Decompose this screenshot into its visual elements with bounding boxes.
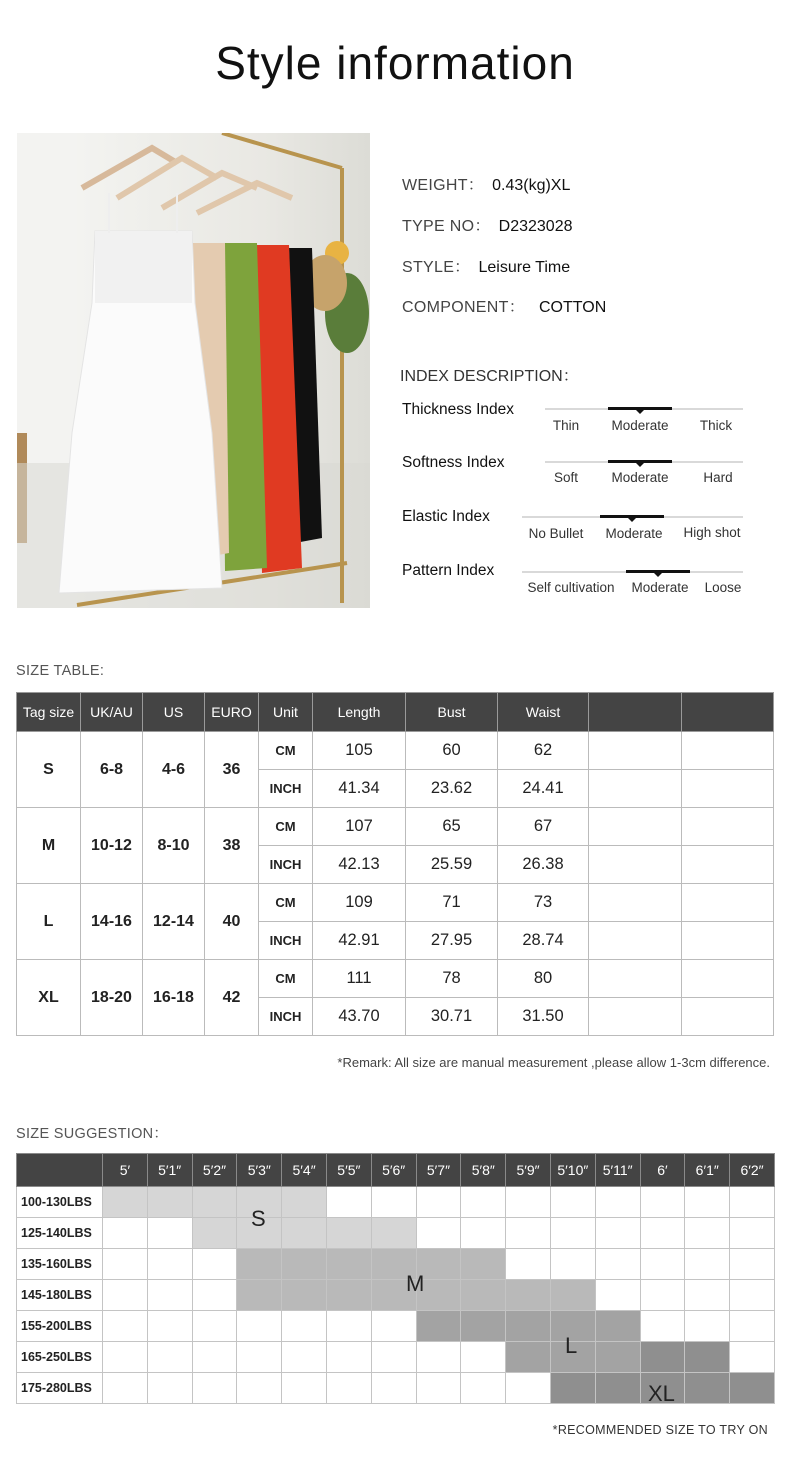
empty-fit-cell [730,1218,775,1249]
height-header: 6′ [640,1154,685,1187]
bust-cell: 60 [406,732,498,770]
fit-cell-x [550,1373,595,1404]
empty-fit-cell [416,1373,461,1404]
style-label: STYLE： [402,259,471,276]
waist-cell: 26.38 [498,846,589,884]
weight-row-label: 135-160LBS [17,1249,103,1280]
empty-cell [682,960,774,998]
corner-cell [17,1154,103,1187]
zone-label-s: S [251,1206,266,1231]
uk-au-cell: 18-20 [81,960,143,1036]
empty-fit-cell [461,1373,506,1404]
empty-fit-cell [192,1342,237,1373]
empty-fit-cell [506,1218,551,1249]
header-us: US [143,693,205,732]
length-cell: 111 [313,960,406,998]
fit-cell-l [595,1342,640,1373]
empty-fit-cell [147,1280,192,1311]
table-row [17,1249,775,1280]
component-value: COTTON [539,299,607,316]
pattern-label-mid: Moderate [631,580,689,595]
empty-fit-cell [192,1249,237,1280]
height-header: 5′6″ [371,1154,416,1187]
length-cell: 42.13 [313,846,406,884]
euro-cell: 36 [205,732,259,808]
elastic-marker-icon [628,518,636,522]
elastic-label-mid: Moderate [605,526,663,541]
empty-fit-cell [685,1218,730,1249]
empty-fit-cell [640,1311,685,1342]
header-length: Length [313,693,406,732]
height-header: 5′1″ [147,1154,192,1187]
weight-row-label: 155-200LBS [17,1311,103,1342]
fit-cell-m [326,1280,371,1311]
softness-marker-icon [636,463,644,467]
height-header: 5′5″ [326,1154,371,1187]
empty-cell [589,922,682,960]
height-header: 5′9″ [506,1154,551,1187]
thickness-label-low: Thin [552,418,580,433]
height-header-row [17,1154,775,1187]
unit-cell: INCH [259,770,313,808]
empty-fit-cell [550,1218,595,1249]
empty-fit-cell [103,1249,148,1280]
type-line [402,213,572,236]
waist-cell: 62 [498,732,589,770]
table-row [17,960,774,998]
pattern-marker-icon [654,573,662,577]
fit-cell-x [730,1373,775,1404]
component-label: COMPONENT： [402,299,525,316]
fit-cell-x [640,1342,685,1373]
header-empty-1 [589,693,682,732]
header-uk-au: UK/AU [81,693,143,732]
zone-label-xl: XL [648,1381,675,1406]
header-bust: Bust [406,693,498,732]
tag-size-cell: L [17,884,81,960]
uk-au-cell: 6-8 [81,732,143,808]
empty-fit-cell [461,1342,506,1373]
empty-cell [589,732,682,770]
empty-fit-cell [371,1373,416,1404]
softness-label-high: Hard [703,470,733,485]
elastic-label-high: High shot [683,525,741,540]
empty-fit-cell [103,1373,148,1404]
bust-cell: 78 [406,960,498,998]
fit-cell-s [326,1218,371,1249]
height-header: 5′2″ [192,1154,237,1187]
size-suggestion-table [16,1153,775,1404]
header-tag-size: Tag size [17,693,81,732]
waist-cell: 80 [498,960,589,998]
empty-fit-cell [416,1187,461,1218]
index-description-title: INDEX DESCRIPTION： [400,368,579,385]
waist-cell: 24.41 [498,770,589,808]
fit-cell-x [595,1373,640,1404]
elastic-index-name: Elastic Index [402,508,490,525]
unit-cell: CM [259,960,313,998]
uk-au-cell: 10-12 [81,808,143,884]
softness-label-mid: Moderate [611,470,669,485]
empty-fit-cell [730,1342,775,1373]
length-cell: 41.34 [313,770,406,808]
empty-fit-cell [595,1187,640,1218]
unit-cell: CM [259,884,313,922]
empty-fit-cell [506,1249,551,1280]
waist-cell: 31.50 [498,998,589,1036]
empty-fit-cell [730,1187,775,1218]
empty-fit-cell [730,1311,775,1342]
component-line [402,294,606,317]
header-waist: Waist [498,693,589,732]
empty-cell [682,884,774,922]
thickness-label-mid: Moderate [611,418,669,433]
fit-cell-s [282,1218,327,1249]
empty-fit-cell [237,1373,282,1404]
bust-cell: 71 [406,884,498,922]
empty-fit-cell [685,1249,730,1280]
empty-cell [589,884,682,922]
waist-cell: 73 [498,884,589,922]
height-header: 5′8″ [461,1154,506,1187]
thickness-label-high: Thick [699,418,733,433]
unit-cell: INCH [259,998,313,1036]
us-cell: 4-6 [143,732,205,808]
empty-fit-cell [147,1373,192,1404]
empty-fit-cell [416,1218,461,1249]
empty-fit-cell [685,1187,730,1218]
empty-fit-cell [237,1342,282,1373]
empty-fit-cell [192,1280,237,1311]
fit-cell-s [192,1218,237,1249]
softness-label-low: Soft [553,470,578,485]
type-value: D2323028 [498,218,573,235]
euro-cell: 42 [205,960,259,1036]
table-row [17,1218,775,1249]
fit-cell-s [282,1187,327,1218]
pattern-label-high: Loose [704,580,742,595]
table-row [17,1342,775,1373]
empty-fit-cell [192,1311,237,1342]
bust-cell: 25.59 [406,846,498,884]
bust-cell: 30.71 [406,998,498,1036]
empty-fit-cell [685,1311,730,1342]
table-row [17,808,774,846]
elastic-label-low: No Bullet [528,526,584,541]
length-cell: 105 [313,732,406,770]
table-row [17,1311,775,1342]
empty-fit-cell [506,1373,551,1404]
empty-fit-cell [371,1187,416,1218]
pattern-index-name: Pattern Index [402,562,495,579]
empty-fit-cell [103,1218,148,1249]
weight-row-label: 125-140LBS [17,1218,103,1249]
euro-cell: 40 [205,884,259,960]
size-table-header-row [17,693,774,732]
thickness-index-name: Thickness Index [402,401,514,418]
empty-fit-cell [147,1311,192,1342]
fit-cell-m [550,1280,595,1311]
fit-cell-m [237,1280,282,1311]
length-cell: 42.91 [313,922,406,960]
empty-fit-cell [640,1249,685,1280]
empty-fit-cell [595,1280,640,1311]
empty-fit-cell [730,1249,775,1280]
table-row [17,884,774,922]
unit-cell: INCH [259,846,313,884]
fit-cell-x [685,1342,730,1373]
table-row [17,1187,775,1218]
empty-fit-cell [147,1218,192,1249]
length-cell: 43.70 [313,998,406,1036]
tag-size-cell: M [17,808,81,884]
empty-fit-cell [595,1249,640,1280]
height-header: 5′7″ [416,1154,461,1187]
unit-cell: INCH [259,922,313,960]
empty-fit-cell [371,1342,416,1373]
weight-value: 0.43(kg)XL [492,177,571,194]
empty-fit-cell [730,1280,775,1311]
fit-cell-m [461,1249,506,1280]
thickness-marker-icon [636,410,644,414]
bust-cell: 65 [406,808,498,846]
product-photo [17,133,370,608]
empty-cell [682,732,774,770]
empty-fit-cell [326,1187,371,1218]
unit-cell: CM [259,808,313,846]
empty-fit-cell [192,1373,237,1404]
tag-size-cell: S [17,732,81,808]
fit-cell-s [147,1187,192,1218]
fit-cell-m [461,1280,506,1311]
us-cell: 8-10 [143,808,205,884]
empty-fit-cell [326,1342,371,1373]
waist-cell: 67 [498,808,589,846]
empty-fit-cell [461,1187,506,1218]
empty-fit-cell [282,1311,327,1342]
empty-cell [682,770,774,808]
fit-cell-l [506,1311,551,1342]
empty-cell [589,846,682,884]
empty-fit-cell [640,1187,685,1218]
bust-cell: 23.62 [406,770,498,808]
fit-cell-s [103,1187,148,1218]
tag-size-cell: XL [17,960,81,1036]
empty-fit-cell [103,1311,148,1342]
us-cell: 12-14 [143,884,205,960]
empty-fit-cell [103,1280,148,1311]
weight-row-label: 145-180LBS [17,1280,103,1311]
us-cell: 16-18 [143,960,205,1036]
empty-fit-cell [103,1342,148,1373]
unit-cell: CM [259,732,313,770]
height-header: 5′ [103,1154,148,1187]
weight-row-label: 100-130LBS [17,1187,103,1218]
fit-cell-m [237,1249,282,1280]
empty-fit-cell [282,1342,327,1373]
fit-cell-m [282,1249,327,1280]
fit-cell-s [192,1187,237,1218]
empty-fit-cell [461,1218,506,1249]
empty-fit-cell [326,1373,371,1404]
size-table-label: SIZE TABLE: [16,663,105,679]
empty-cell [682,998,774,1036]
empty-fit-cell [595,1218,640,1249]
empty-fit-cell [685,1280,730,1311]
fit-cell-m [326,1249,371,1280]
fit-cell-l [595,1311,640,1342]
empty-cell [682,846,774,884]
table-row [17,1280,775,1311]
height-header: 6′1″ [685,1154,730,1187]
empty-cell [682,808,774,846]
fit-cell-l [461,1311,506,1342]
empty-fit-cell [640,1218,685,1249]
empty-fit-cell [550,1249,595,1280]
empty-fit-cell [640,1280,685,1311]
empty-fit-cell [147,1249,192,1280]
height-header: 5′11″ [595,1154,640,1187]
empty-cell [589,808,682,846]
header-euro: EURO [205,693,259,732]
recommended-note: *RECOMMENDED SIZE TO TRY ON [552,1423,768,1437]
empty-cell [589,770,682,808]
fit-cell-s [371,1218,416,1249]
empty-fit-cell [282,1373,327,1404]
empty-fit-cell [147,1342,192,1373]
fit-cell-m [282,1280,327,1311]
empty-fit-cell [506,1187,551,1218]
euro-cell: 38 [205,808,259,884]
empty-cell [682,922,774,960]
softness-index-name: Softness Index [402,454,505,471]
bust-cell: 27.95 [406,922,498,960]
weight-label: WEIGHT： [402,177,485,194]
table-row [17,732,774,770]
weight-row-label: 165-250LBS [17,1342,103,1373]
zone-label-m: M [406,1271,425,1296]
empty-fit-cell [237,1311,282,1342]
length-cell: 107 [313,808,406,846]
dress-rack-image [17,133,370,608]
header-empty-2 [682,693,774,732]
size-table [16,692,774,1036]
waist-cell: 28.74 [498,922,589,960]
length-cell: 109 [313,884,406,922]
zone-label-l: L [565,1333,578,1358]
fit-cell-x [685,1373,730,1404]
empty-fit-cell [550,1187,595,1218]
size-remark: *Remark: All size are manual measurement ,please allow 1-3cm difference. [337,1055,770,1070]
style-value: Leisure Time [478,259,571,276]
empty-cell [589,960,682,998]
empty-fit-cell [326,1311,371,1342]
empty-fit-cell [416,1342,461,1373]
fit-cell-l [416,1311,461,1342]
weight-row-label: 175-280LBS [17,1373,103,1404]
style-line [402,254,570,277]
header-unit: Unit [259,693,313,732]
uk-au-cell: 14-16 [81,884,143,960]
height-header: 5′3″ [237,1154,282,1187]
height-header: 5′10″ [550,1154,595,1187]
type-label: TYPE NO： [402,218,491,235]
height-header: 5′4″ [282,1154,327,1187]
size-suggestion-label: SIZE SUGGESTION： [16,1126,169,1142]
empty-cell [589,998,682,1036]
height-header: 6′2″ [730,1154,775,1187]
fit-cell-m [506,1280,551,1311]
fit-cell-l [506,1342,551,1373]
empty-fit-cell [371,1311,416,1342]
weight-line [402,172,570,195]
page-title: Style information [215,37,575,89]
pattern-label-low: Self cultivation [527,580,615,595]
